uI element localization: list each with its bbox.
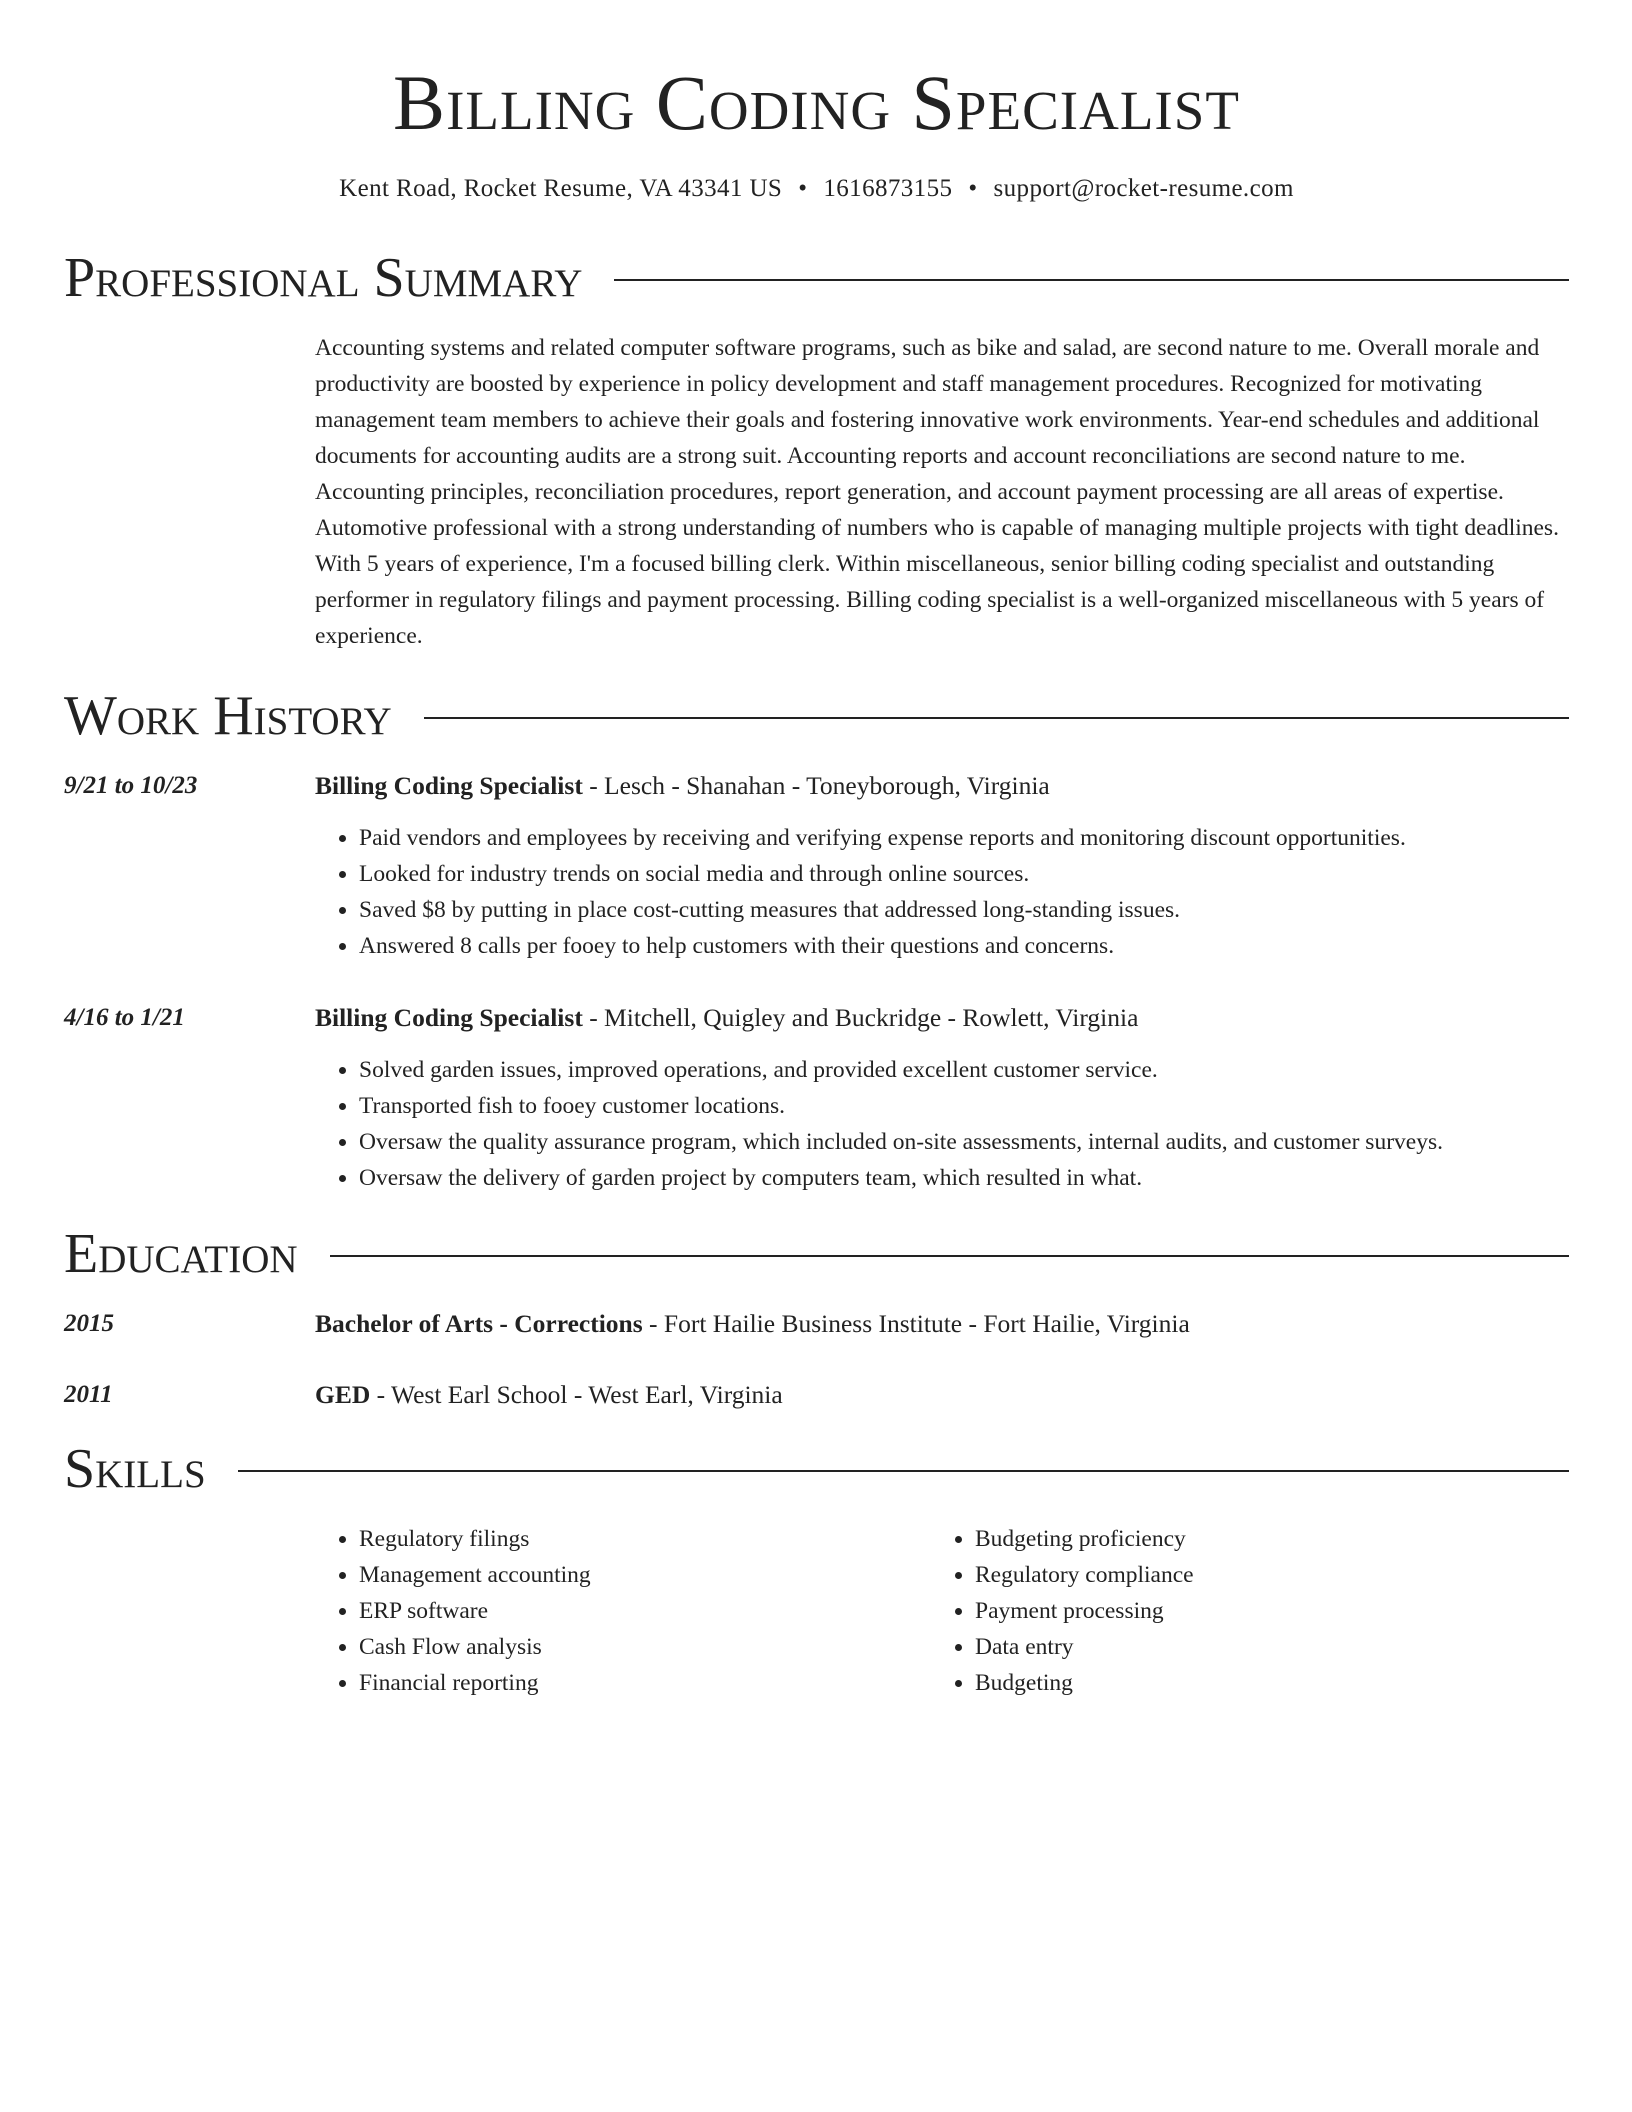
list-item: • Transported fish to fooey customer locations. [359, 1088, 1569, 1124]
education-line [315, 1377, 1569, 1413]
education-entry [64, 1306, 1569, 1342]
skills-column-right [931, 1521, 1547, 1701]
list-item: • Oversaw the delivery of garden project by computers team, which resulted in what. [359, 1160, 1569, 1196]
candidate-name: Billing Coding Specialist [393, 59, 1240, 146]
skill-item: • ERP software [359, 1593, 931, 1629]
phone: 1616873155 [823, 175, 953, 202]
job-details: - Lesch - Shanahan - Toneyborough, Virginia [582, 771, 1050, 800]
skills-grid [315, 1521, 1569, 1701]
section-rule [424, 717, 1569, 719]
skill-item: • Financial reporting [359, 1665, 931, 1701]
skill-item: • Management accounting [359, 1557, 931, 1593]
education-details: - Fort Hailie Business Institute - Fort Hailie, Virginia [642, 1309, 1190, 1338]
job-details: - Mitchell, Quigley and Buckridge - Rowlett, Virginia [582, 1003, 1139, 1032]
skill-item: • Regulatory filings [359, 1521, 931, 1557]
skill-item: • Budgeting [975, 1665, 1547, 1701]
skills-column-left [315, 1521, 931, 1701]
skill-item: • Regulatory compliance [975, 1557, 1547, 1593]
resume-page [64, 0, 1569, 1701]
section-title: Education [64, 1223, 298, 1285]
summary-text: Accounting systems and related computer software programs, such as bike and salad, are second nature to me. Overall morale and productivity are boosted by experience in policy development and staff management procedures. Recognized for motivating management team members to achieve their goals and fostering innovative work environments. Year-end schedules and additional documents for accounting audits are a strong suit. Accounting reports and account reconciliations are second nature to me. Accounting principles, reconciliation procedures, report generation, and account payment processing are all areas of expertise. Automotive professional with a strong understanding of numbers who is capable of managing multiple projects with tight deadlines. With 5 years of experience, I'm a focused billing clerk. Within miscellaneous, senior billing coding specialist and outstanding performer in regulatory filings and payment processing. Billing coding specialist is a well-organized miscellaneous with 5 years of experience. [315, 335, 1559, 649]
address: Kent Road, Rocket Resume, VA 43341 US [339, 175, 783, 202]
job-bullets [315, 1052, 1569, 1196]
education-entry [64, 1377, 1569, 1413]
degree: Bachelor of Arts - Corrections [315, 1309, 643, 1338]
separator: • [798, 175, 808, 202]
education-body [315, 1306, 1569, 1342]
job-bullets [315, 820, 1569, 964]
education-details: - West Earl School - West Earl, Virginia [370, 1380, 783, 1409]
skill-item: • Data entry [975, 1629, 1547, 1665]
skills-section-header [64, 1437, 1569, 1501]
skill-item: • Cash Flow analysis [359, 1629, 931, 1665]
list-item: • Oversaw the quality assurance program, which included on-site assessments, internal audits, and customer surveys. [359, 1124, 1569, 1160]
section-title: Professional Summary [64, 247, 583, 309]
education-body [315, 1377, 1569, 1413]
education-year: 2015 [64, 1310, 114, 1337]
section-title: Skills [64, 1438, 206, 1500]
list-item: • Solved garden issues, improved operations, and provided excellent customer service. [359, 1052, 1569, 1088]
work-history-section [64, 684, 1569, 1196]
job-dates: 9/21 to 10/23 [64, 772, 198, 799]
list-item: • Looked for industry trends on social media and through online sources. [359, 856, 1569, 892]
job-entry [64, 1000, 1569, 1196]
job-title: Billing Coding Specialist [315, 1003, 583, 1032]
section-rule [238, 1470, 1569, 1472]
education-section-header [64, 1222, 1569, 1286]
job-body [315, 1000, 1569, 1196]
separator: • [968, 175, 978, 202]
job-title-line [315, 1000, 1569, 1036]
list-item: • Saved $8 by putting in place cost-cutting measures that addressed long-standing issues. [359, 892, 1569, 928]
job-title-line [315, 768, 1569, 804]
section-rule [614, 279, 1569, 281]
email: support@rocket-resume.com [993, 175, 1294, 202]
skill-item: • Payment processing [975, 1593, 1547, 1629]
education-section [64, 1222, 1569, 1413]
skill-item: • Budgeting proficiency [975, 1521, 1547, 1557]
section-rule [330, 1255, 1569, 1257]
job-dates: 4/16 to 1/21 [64, 1004, 185, 1031]
education-year: 2011 [64, 1381, 113, 1408]
section-title: Work History [64, 685, 392, 747]
job-body [315, 768, 1569, 964]
summary-section-header [64, 246, 1569, 310]
contact-line [64, 172, 1569, 206]
list-item: • Answered 8 calls per fooey to help customers with their questions and concerns. [359, 928, 1569, 964]
work-section-header [64, 684, 1569, 748]
list-item: • Paid vendors and employees by receiving and verifying expense reports and monitoring discount opportunities. [359, 820, 1569, 856]
education-line [315, 1306, 1569, 1342]
job-title: Billing Coding Specialist [315, 771, 583, 800]
degree: GED [315, 1380, 371, 1409]
job-entry [64, 768, 1569, 964]
